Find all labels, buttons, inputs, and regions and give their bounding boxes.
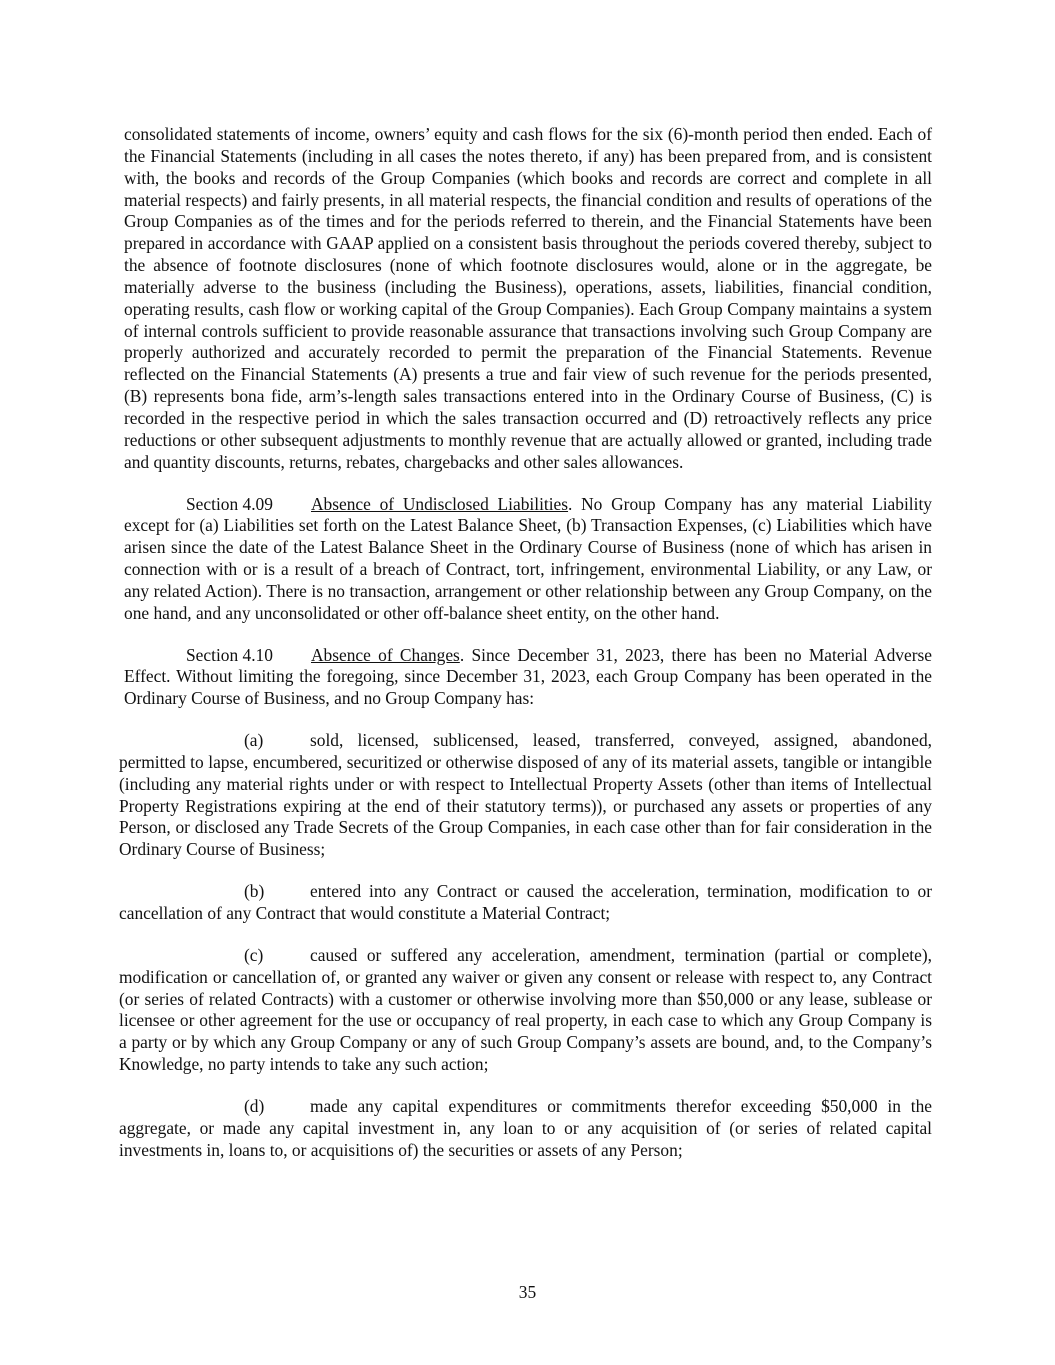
page-number: 35	[518, 1282, 537, 1302]
section-body: . No Group Company has any material Liability except for (a) Liabilities set forth on the Latest Balance Sheet, (b) Transaction Expenses, (c) Liabilities which have arisen since the date of the Latest Balance Sheet in the Ordinary Course of Business (none of which has arisen in connection with or is a result of a breach of Contract, tort, infringement, environmental Liability, or any Law, or any related Action). There is no transaction, arrangement or other relationship between any Group Company, on the one hand, and any unconsolidated or other off-balance sheet entity, on the other hand.	[124, 493, 932, 623]
item-label: (b)	[244, 881, 265, 902]
list-item	[119, 1096, 932, 1162]
item-text: caused or suffered any acceleration, amendment, termination (partial or complete), modification or cancellation of, or granted any waiver or given any consent or release with respect to, any Contract (or series of related Contracts) with a customer or otherwise involving more than $50,000 or any lease, sublease or licensee or other agreement for the use or occupancy of real property, in each case to which any Group Company is a party or by which any Group Company or any of such Group Company’s assets are bound, and, to the Company’s Knowledge, no party intends to take any such action;	[119, 944, 932, 1075]
continuation-paragraph: consolidated statements of income, owners’ equity and cash flows for the six (6)-month period then ended. Each of the Financial Statements (including in all cases the notes thereto, if any) has been prepared from, and is consistent with, the books and records of the Group Companies (which books and records are correct and complete in all material respects) and fairly presents, in all material respects, the financial condition and results of operations of the Group Companies as of the times and for the periods referred to therein, and the Financial Statements have been prepared in accordance with GAAP applied on a consistent basis throughout the periods covered thereby, subject to the absence of footnote disclosures (none of which footnote disclosures would, alone or in the aggregate, be materially adverse to the business (including the Business), operations, assets, liabilities, financial condition, operating results, cash flow or working capital of the Group Companies). Each Group Company maintains a system of internal controls sufficient to provide reasonable assurance that transactions involving such Group Company are properly authorized and accurately recorded to permit the preparation of the Financial Statements. Revenue reflected on the Financial Statements (A) presents a true and fair view of such revenue for the periods presented, (B) represents bona fide, arm’s-length sales transactions entered into in the Ordinary Course of Business, (C) is recorded in the respective period in which the sales transaction occurred and (D) retroactively reflects any price reductions or other subsequent adjustments to monthly revenue that are actually allowed or granted, including trade and quantity discounts, returns, rebates, chargebacks and other sales allowances.	[124, 124, 932, 472]
item-label: (d)	[244, 1095, 265, 1116]
list-item	[119, 945, 932, 1076]
item-label: (c)	[244, 944, 264, 965]
item-text: entered into any Contract or caused the acceleration, termination, modification to or cancellation of any Contract that would constitute a Material Contract;	[119, 881, 932, 923]
list-item	[119, 881, 932, 925]
section-body: . Since December 31, 2023, there has been no Material Adverse Effect. Without limiting the foregoing, since December 31, 2023, each Group Company has been operated in the Ordinary Course of Business, and no Group Company has:	[124, 644, 933, 709]
item-text: sold, licensed, sublicensed, leased, transferred, conveyed, assigned, abandoned, permitted to lapse, encumbered, securitized or otherwise disposed of any of its material assets, tangible or intangible (including any material rights under or with respect to Intellectual Property Assets (other than items of Intellectual Property Registrations expiring at the end of their statutory terms)), or purchased any assets or properties of any Person, or disclosed any Trade Secrets of the Group Companies, in each case other than for fair consideration in the Ordinary Course of Business;	[119, 730, 932, 860]
item-text: made any capital expenditures or commitments therefor exceeding $50,000 in the aggregate, or made any capital investment in, any loan to or any acquisition of (or series of related capital investments in, loans to, or acquisitions of) the securities or assets of any Person;	[119, 1095, 932, 1160]
section-number: Section 4.09	[186, 493, 273, 514]
section-heading: Absence of Undisclosed Liabilities	[311, 493, 569, 514]
item-label: (a)	[244, 730, 264, 751]
list-item	[119, 730, 932, 861]
section-4-09	[124, 494, 932, 625]
section-4-10	[124, 645, 932, 711]
section-number: Section 4.10	[186, 644, 273, 665]
document-body	[119, 124, 933, 1161]
section-heading: Absence of Changes	[311, 644, 460, 665]
